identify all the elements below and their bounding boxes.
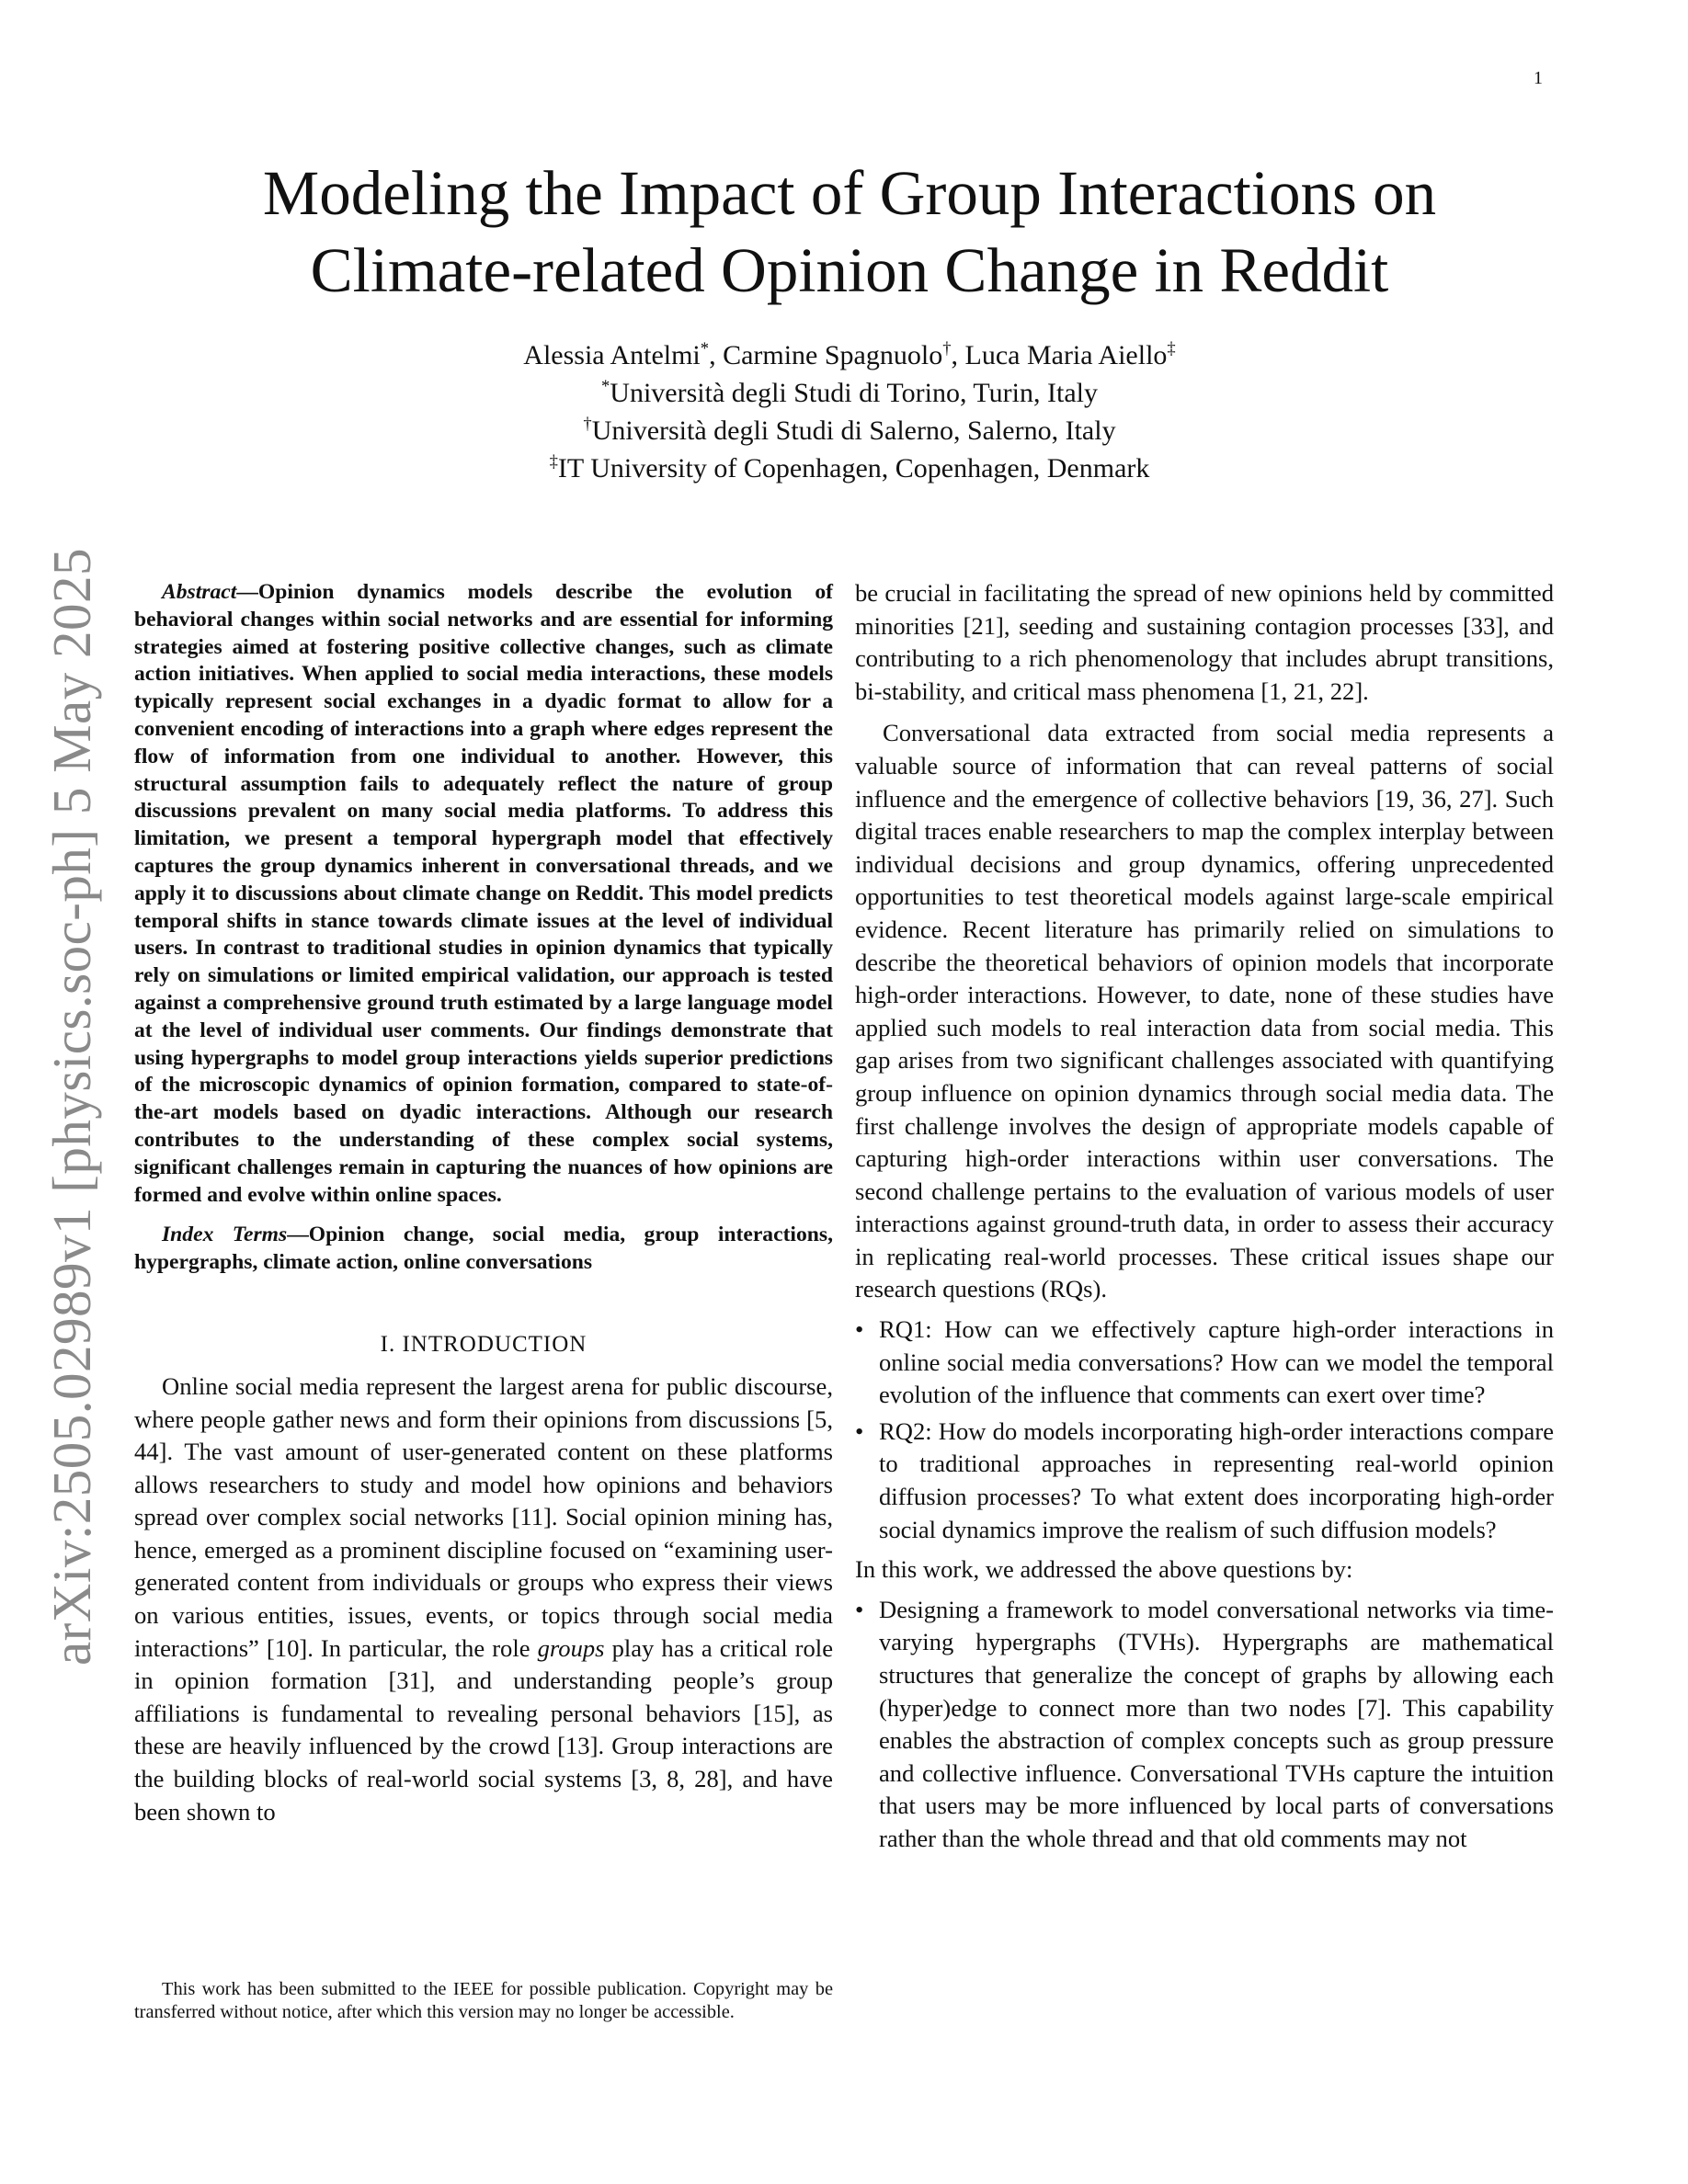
abstract [134, 579, 833, 1209]
abstract-dash: — [236, 580, 258, 604]
emphasized-term: groups [537, 1633, 605, 1662]
affiliation-mark: † [583, 415, 592, 434]
author-separator: , [709, 340, 724, 370]
page-number: 1 [1534, 68, 1543, 88]
list-item [855, 1416, 1554, 1546]
paragraph: Conversational data extracted from social media represents a valuable source of information that can reveal patterns of social influence and the emergence of collective behaviors [19, 36, 27]. Such digital traces enable researchers to map the complex interplay between individual decisions and group dynamics, offering unprecedented opportunities to test theoretical models against large-scale empirical evidence. Recent literature has primarily relied on simulations to describe the theoretical behaviors of opinion models that incorporate high-order interactions. However, to date, none of these studies have applied such models to real interaction data from social media. This gap arises from two significant challenges associated with quantifying group influence on opinion dynamics through social media data. The first challenge involves the design of appropriate models capable of capturing high-order interactions within user conversations. The second challenge pertains to the evaluation of various models of user interactions against ground-truth data, in order to assess their accuracy in replicating real-world processes. These critical issues shape our research questions (RQs). [855, 719, 1554, 1303]
right-column [855, 577, 1554, 1863]
contributions-list [855, 1594, 1554, 1856]
affiliation-text: Università degli Studi di Torino, Turin, Italy [610, 378, 1098, 408]
affiliation [276, 449, 1423, 487]
author-list [276, 336, 1423, 374]
author-name: Carmine Spagnuolo [723, 340, 943, 370]
paragraph: In this work, we addressed the above questions by: [855, 1555, 1353, 1584]
author-name: Alessia Antelmi [523, 340, 701, 370]
affiliation [276, 374, 1423, 412]
paper-title [147, 154, 1552, 309]
paragraph-text: Online social media represent the largest arena for public discourse, where people gather news and form their opinions from discussions [5, 44]. The vast amount of user-generated content on these platforms allows researchers to study and model how opinions and behaviors spread over complex social networks [11]. Social opinion mining has, hence, emerged as a prominent discipline focused on “examining user-generated content from individuals or groups who express their views on various entities, issues, events, or topics through social media interactions” [10]. In particular, the role [134, 1371, 833, 1662]
section-heading-introduction: I. INTRODUCTION [380, 1331, 587, 1357]
affiliation-text: Università degli Studi di Salerno, Salerno, Italy [591, 415, 1116, 446]
index-terms-dash: — [287, 1223, 309, 1247]
abstract-text: Opinion dynamics models describe the evolution of behavioral changes within social networks and are essential for informing strategies aimed at fostering positive collective changes, such as climate action initiatives. When applied to social media interactions, these models typically represent social exchanges in a dyadic format to allow for a convenient encoding of interactions into a graph where edges represent the flow of information from one individual to another. However, this structural assumption fails to adequately reflect the nature of group discussions prevalent on many social media platforms. To address this limitation, we present a temporal hypergraph model that effectively captures the group dynamics inherent in conversational threads, and we apply it to discussions about climate change on Reddit. This model predicts temporal shifts in stance towards climate issues at the level of individual users. In contrast to traditional studies in opinion dynamics that typically rely on simulations or limited empirical validation, our approach is tested against a comprehensive ground truth estimated by a large language model at the level of individual user comments. Our findings demonstrate that using hypergraphs to model group interactions yields superior predictions of the microscopic dynamics of opinion formation, compared to state-of-the-art models based on dyadic interactions. Although our research contributes to the understanding of these complex social systems, significant challenges remain in capturing the nuances of how opinions are formed and evolve within online spaces. [134, 580, 833, 1207]
bullet: • [855, 1416, 864, 1445]
affiliation-mark: ‡ [549, 452, 558, 472]
title-line-1: Modeling the Impact of Group Interactions on [262, 158, 1437, 228]
paragraph-text: play has a critical role in opinion formation [31], and understanding people’s group affiliations is fundamental to revealing personal behaviors [15], as these are heavily influenced by the crowd [13]. Group interactions are the building blocks of real-world social systems [3, 8, 28], and have been shown to [134, 1633, 833, 1826]
index-terms-text: Opinion change, social media, group interactions, hypergraphs, climate action, online conversations [134, 1223, 833, 1275]
author-separator: , [951, 340, 965, 370]
index-terms [134, 1222, 833, 1277]
left-column [134, 579, 833, 1828]
paragraph-continuation: be crucial in facilitating the spread of new opinions held by committed minorities [21], seeding and sustaining contagion processes [33], and contributing to a rich phenomenology that includes abrupt transitions, bi-stability, and critical mass phenomena [1, 21, 22]. [855, 579, 1554, 705]
author-name: Luca Maria Aiello [964, 340, 1168, 370]
list-item [855, 1314, 1554, 1412]
author-block [276, 336, 1423, 487]
list-item-text: RQ2: How do models incorporating high-order interactions compare to traditional approaches in representing real-world opinion diffusion processes? To what extent does incorporating high-order social dynamics improve the realism of such diffusion models? [879, 1416, 1554, 1543]
bullet: • [855, 1595, 864, 1623]
footnote: This work has been submitted to the IEEE for possible publication. Copyright may be transferred without notice, after which this version may no longer be accessible. [134, 1979, 833, 2022]
affiliation-mark: ‡ [1167, 339, 1176, 358]
affiliation-text: IT University of Copenhagen, Copenhagen, Denmark [557, 453, 1150, 483]
research-questions-list [855, 1314, 1554, 1546]
affiliation [276, 412, 1423, 449]
introduction-paragraph [134, 1371, 833, 1828]
index-terms-label: Index Terms [162, 1223, 288, 1247]
arxiv-identifier: arXiv:2505.02989v1 [physics.soc-ph] 5 May 2025 [41, 548, 102, 1666]
abstract-label: Abstract [162, 580, 237, 604]
affiliation-mark: * [601, 377, 610, 396]
affiliation-mark: † [942, 339, 952, 358]
title-line-2: Climate-related Opinion Change in Reddit [310, 235, 1389, 305]
list-item-text: RQ1: How can we effectively capture high-order interactions in online social media conversations? How can we model the temporal evolution of the influence that comments can exert over time? [879, 1315, 1554, 1409]
affiliation-mark: * [700, 339, 710, 358]
list-item-text: Designing a framework to model conversational networks via time-varying hypergraphs (TVHs). Hypergraphs are mathematical structures that generalize the concept of graphs by allowing each (hyper)edge to connect more than two nodes [7]. This capability enables the abstraction of complex concepts such as group pressure and collective influence. Conversational TVHs capture the intuition that users may be more influenced by local parts of conversations rather than the whole thread and that old comments may not [879, 1595, 1554, 1852]
list-item [855, 1594, 1554, 1856]
bullet: • [855, 1315, 864, 1344]
